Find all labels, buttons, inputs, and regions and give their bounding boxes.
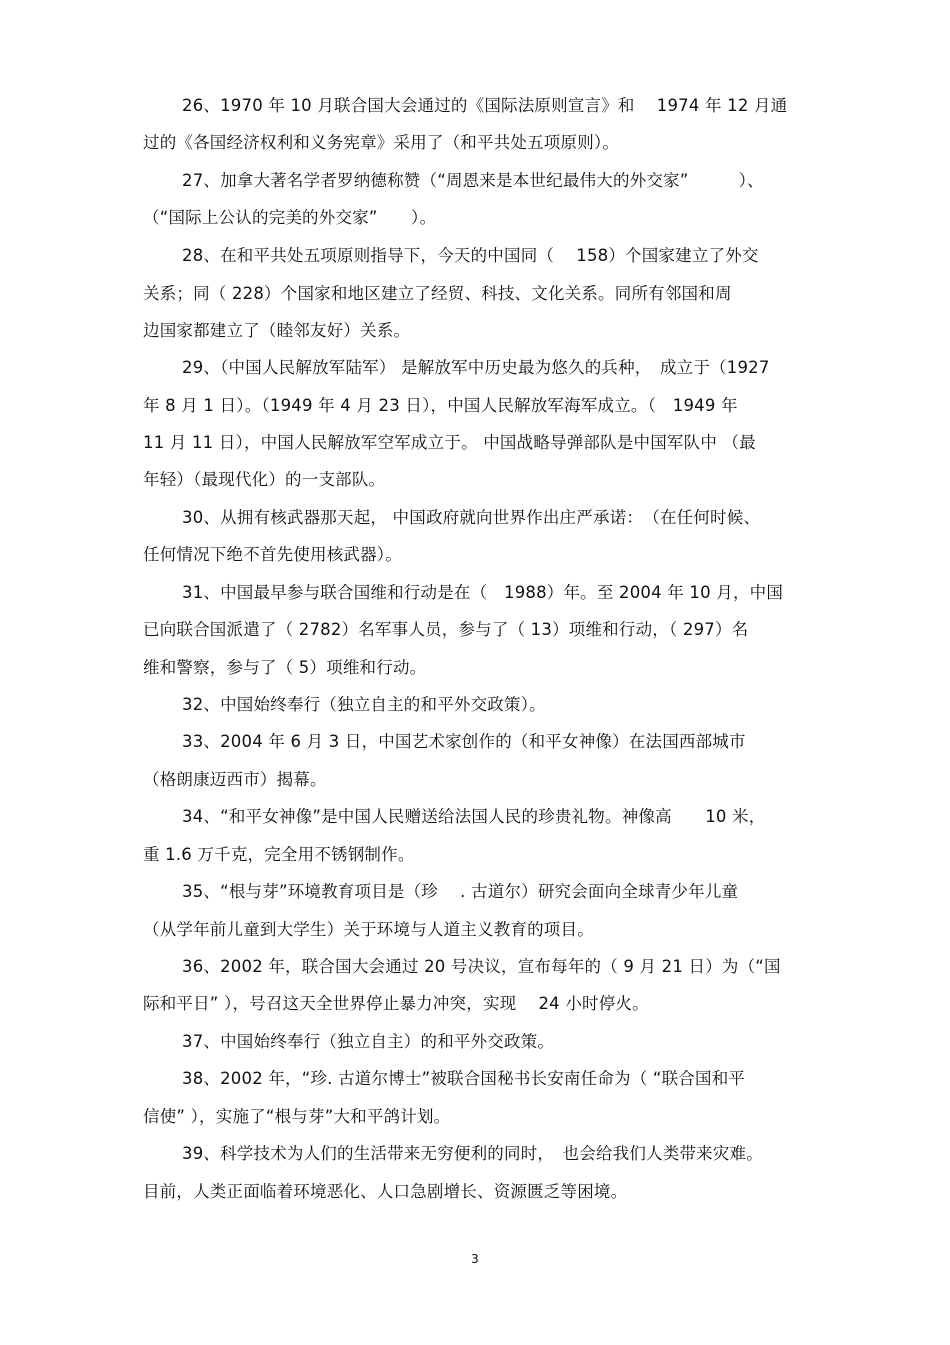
text-line: （格朗康迈西市）揭幕。 [143, 770, 327, 789]
text-line: 32、中国始终奉行（独立自主的和平外交政策）。 [182, 695, 546, 714]
page-number: 3 [471, 1252, 479, 1266]
text-line: （“国际上公认的完美的外交家” ）。 [143, 208, 437, 227]
text-line: 过的《各国经济权利和义务宪章》采用了（和平共处五项原则）。 [143, 133, 620, 152]
text-line: 重 1.6 万千克，完全用不锈钢制作。 [143, 845, 415, 864]
text-line: 维和警察，参与了（ 5）项维和行动。 [143, 658, 427, 677]
text-line: 34、“和平女神像”是中国人民赠送给法国人民的珍贵礼物。神像高 10 米， [182, 807, 766, 826]
text-line: 30、从拥有核武器那天起， 中国政府就向世界作出庄严承诺： （在任何时候、 [182, 508, 761, 527]
text-line: 36、2002 年，联合国大会通过 20 号决议，宣布每年的（ 9 月 21 日）为（“国 [182, 957, 781, 976]
text-line: 27、加拿大著名学者罗纳德称赞（“周恩来是本世纪最伟大的外交家” ）、 [182, 171, 764, 190]
text-line: 38、2002 年，“珍. 古道尔博士”被联合国秘书长安南任命为（ “联合国和平 [182, 1069, 746, 1088]
text-line: 年轻）（最现代化）的一支部队。 [143, 470, 386, 489]
text-line: 11 月 11 日），中国人民解放军空军成立于。 中国战略导弹部队是中国军队中 （最 [143, 433, 756, 452]
text-line: 已向联合国派遣了（ 2782）名军事人员，参与了（ 13）项维和行动，（ 297）名 [143, 620, 749, 639]
text-line: 29、（中国人民解放军陆军） 是解放军中历史最为悠久的兵种， 成立于（1927 [182, 358, 770, 377]
text-line: 39、科学技术为人们的生活带来无穷便利的同时， 也会给我们人类带来灾难。 [182, 1144, 763, 1163]
text-line: 信使” ），实施了“根与芽”大和平鸽计划。 [143, 1107, 451, 1126]
text-line: 37、中国始终奉行（独立自主）的和平外交政策。 [182, 1032, 555, 1051]
text-line: 33、2004 年 6 月 3 日，中国艺术家创作的（和平女神像）在法国西部城市 [182, 732, 746, 751]
text-line: 35、“根与芽”环境教育项目是（珍 . 古道尔）研究会面向全球青少年儿童 [182, 882, 739, 901]
text-line: 任何情况下绝不首先使用核武器）。 [143, 545, 402, 564]
text-line: 边国家都建立了（睦邻友好）关系。 [143, 321, 411, 340]
text-line: 28、在和平共处五项原则指导下，今天的中国同（ 158）个国家建立了外交 [182, 246, 759, 265]
text-line: 31、中国最早参与联合国维和行动是在（ 1988）年。至 2004 年 10 月，中国 [182, 583, 784, 602]
text-line: 关系；同（ 228）个国家和地区建立了经贸、科技、文化关系。同所有邻国和周 [143, 284, 732, 303]
text-line: （从学年前儿童到大学生）关于环境与人道主义教育的项目。 [143, 920, 594, 939]
text-line: 目前，人类正面临着环境恶化、人口急剧增长、资源匮乏等困境。 [143, 1182, 628, 1201]
text-line: 26、1970 年 10 月联合国大会通过的《国际法原则宣言》和 1974 年 12 月通 [182, 96, 788, 115]
text-line: 年 8 月 1 日）。（1949 年 4 月 23 日），中国人民解放军海军成立。（ 1949 年 [143, 396, 738, 415]
text-line: 际和平日” ），号召这天全世界停止暴力冲突，实现 24 小时停火。 [143, 994, 649, 1013]
